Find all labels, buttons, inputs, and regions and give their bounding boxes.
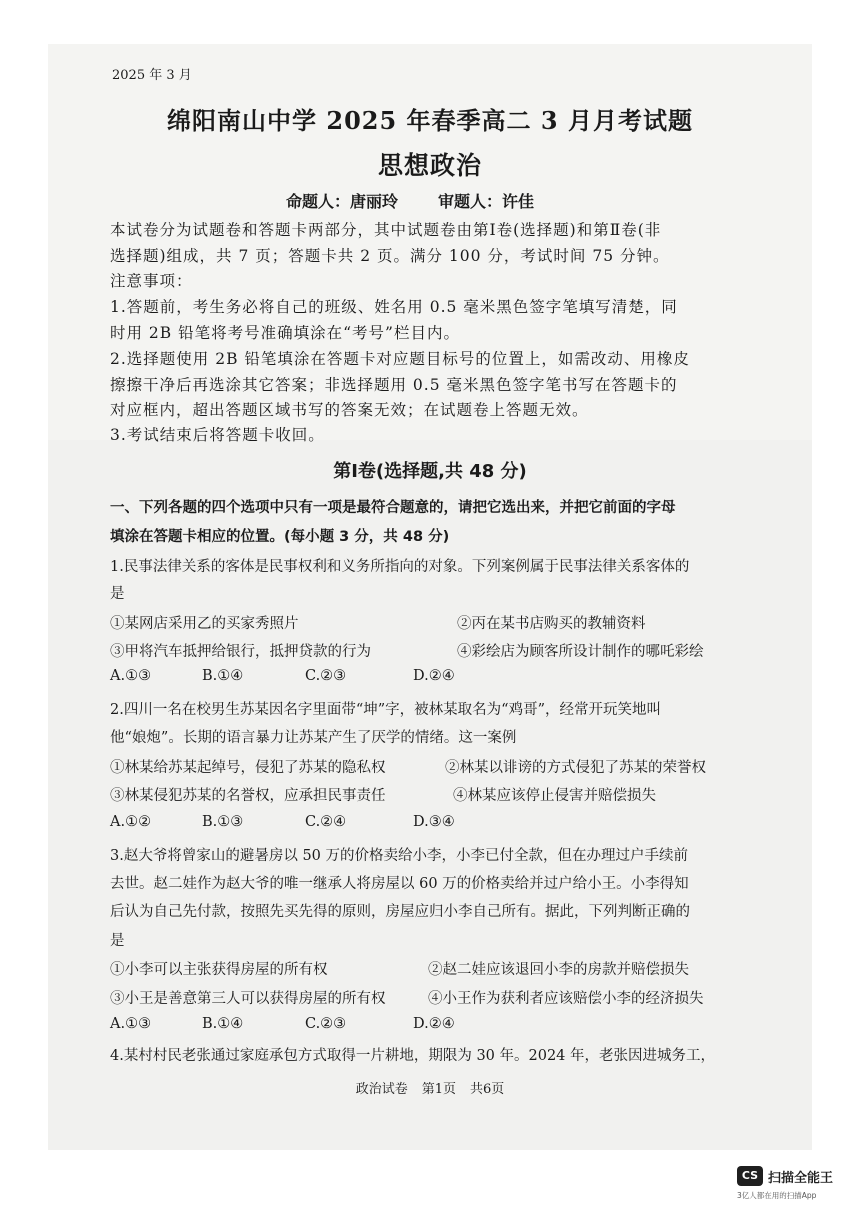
q3-stem-cont: 去世。赵二娃作为赵大爷的唯一继承人将房屋以 60 万的价格卖给并过户给小王。小李得知 [110, 876, 689, 892]
q1-answer-d: D.②④ [413, 668, 455, 684]
q3-stem: 3.赵大爷将曾家山的避暑房以 50 万的价格卖给小李，小李已付全款，但在办理过户手续前 [110, 848, 688, 864]
exam-date: 2025 年 3 月 [112, 68, 192, 83]
q2-option-3: ③林某侵犯苏某的名誉权，应承担民事责任 [110, 788, 386, 804]
camscanner-name: 扫描全能王 [768, 1171, 834, 1186]
setter: 命题人：唐丽玲 [286, 192, 399, 211]
q1-answer-c: C.②③ [305, 668, 347, 684]
section-title: 第Ⅰ卷(选择题,共 48 分) [333, 461, 527, 482]
footer-total: 共6页 [470, 1082, 505, 1097]
page-footer [0, 1078, 860, 1097]
camscanner-watermark [737, 1164, 847, 1204]
q3-answer-b: B.①④ [202, 1016, 244, 1032]
q2-option-2: ②林某以诽谤的方式侵犯了苏某的荣誉权 [445, 760, 706, 776]
q4-stem: 4.某村村民老张通过家庭承包方式取得一片耕地，期限为 30 年。2024 年，老张因进城务工， [110, 1048, 716, 1064]
intro-line: 本试卷分为试题卷和答题卡两部分，其中试题卷由第Ⅰ卷(选择题)和第Ⅱ卷(非 [110, 221, 662, 239]
q1-stem: 1.民事法律关系的客体是民事权利和义务所指向的对象。下列案例属于民事法律关系客体的 [110, 559, 690, 575]
q2-answer-a: A.①② [110, 814, 152, 830]
q1-option-3: ③甲将汽车抵押给银行，抵押贷款的行为 [110, 644, 371, 660]
q1-option-2: ②丙在某书店购买的教辅资料 [457, 616, 646, 632]
q2-answer-d: D.③④ [413, 814, 455, 830]
q1-answer-a: A.①③ [110, 668, 152, 684]
exam-subject: 思想政治 [377, 151, 482, 180]
note-2-cont: 擦擦干净后再选涂其它答案；非选择题用 0.5 毫米黑色签字笔书写在答题卡的 [110, 376, 678, 394]
q1-option-1: ①某网店采用乙的买家秀照片 [110, 616, 299, 632]
q3-option-3: ③小王是善意第三人可以获得房屋的所有权 [110, 991, 386, 1007]
note-2: 2.选择题使用 2B 铅笔填涂在答题卡对应题目标号的位置上，如需改动、用橡皮 [110, 350, 690, 368]
q1-stem-cont: 是 [110, 586, 125, 602]
q2-stem: 2.四川一名在校男生苏某因名字里面带“坤”字，被林某取名为“鸡哥”，经常开玩笑地叫 [110, 702, 661, 718]
q2-option-4: ④林某应该停止侵害并赔偿损失 [453, 788, 656, 804]
section-instructions-cont: 填涂在答题卡相应的位置。(每小题 3 分，共 48 分) [110, 529, 450, 545]
q2-stem-cont: 他“娘炮”。长期的语言暴力让苏某产生了厌学的情绪。这一案例 [110, 730, 517, 746]
q3-option-1: ①小李可以主张获得房屋的所有权 [110, 962, 328, 978]
q1-option-4: ④彩绘店为顾客所设计制作的哪吒彩绘 [457, 644, 704, 660]
footer-subject: 政治试卷 [355, 1082, 408, 1097]
reviewer: 审题人：许佳 [438, 192, 535, 211]
q3-answer-a: A.①③ [110, 1016, 152, 1032]
q3-stem-cont: 后认为自己先付款，按照先买先得的原则，房屋应归小李自己所有。据此，下列判断正确的 [110, 904, 690, 920]
q3-option-2: ②赵二娃应该退回小李的房款并赔偿损失 [428, 962, 689, 978]
camscanner-logo-icon: CS [737, 1166, 763, 1186]
footer-page: 第1页 [421, 1082, 456, 1097]
section-instructions: 一、下列各题的四个选项中只有一项是最符合题意的，请把它选出来，并把它前面的字母 [110, 500, 676, 516]
q2-option-1: ①林某给苏某起绰号，侵犯了苏某的隐私权 [110, 760, 386, 776]
note-1: 1.答题前，考生务必将自己的班级、姓名用 0.5 毫米黑色签字笔填写清楚，同 [110, 298, 678, 316]
notes-heading: 注意事项： [110, 272, 193, 290]
q1-answer-b: B.①④ [202, 668, 244, 684]
q2-answer-b: B.①③ [202, 814, 244, 830]
q3-answer-d: D.②④ [413, 1016, 455, 1032]
exam-title: 绵阳南山中学 2025 年春季高二 3 月月考试题 [167, 106, 693, 135]
camscanner-tagline: 3亿人都在用的扫描App [737, 1191, 817, 1200]
exam-authors [286, 189, 534, 212]
intro-line: 选择题)组成，共 7 页；答题卡共 2 页。满分 100 分，考试时间 75 分钟。 [110, 247, 670, 265]
note-2-cont: 对应框内，超出答题区域书写的答案无效；在试题卷上答题无效。 [110, 401, 589, 419]
q3-stem-cont: 是 [110, 933, 125, 949]
note-3: 3.考试结束后将答题卡收回。 [110, 426, 325, 444]
note-1-cont: 时用 2B 铅笔将考号准确填涂在“考号”栏目内。 [110, 324, 460, 342]
q3-answer-c: C.②③ [305, 1016, 347, 1032]
q2-answer-c: C.②④ [305, 814, 347, 830]
q3-option-4: ④小王作为获利者应该赔偿小李的经济损失 [428, 991, 704, 1007]
